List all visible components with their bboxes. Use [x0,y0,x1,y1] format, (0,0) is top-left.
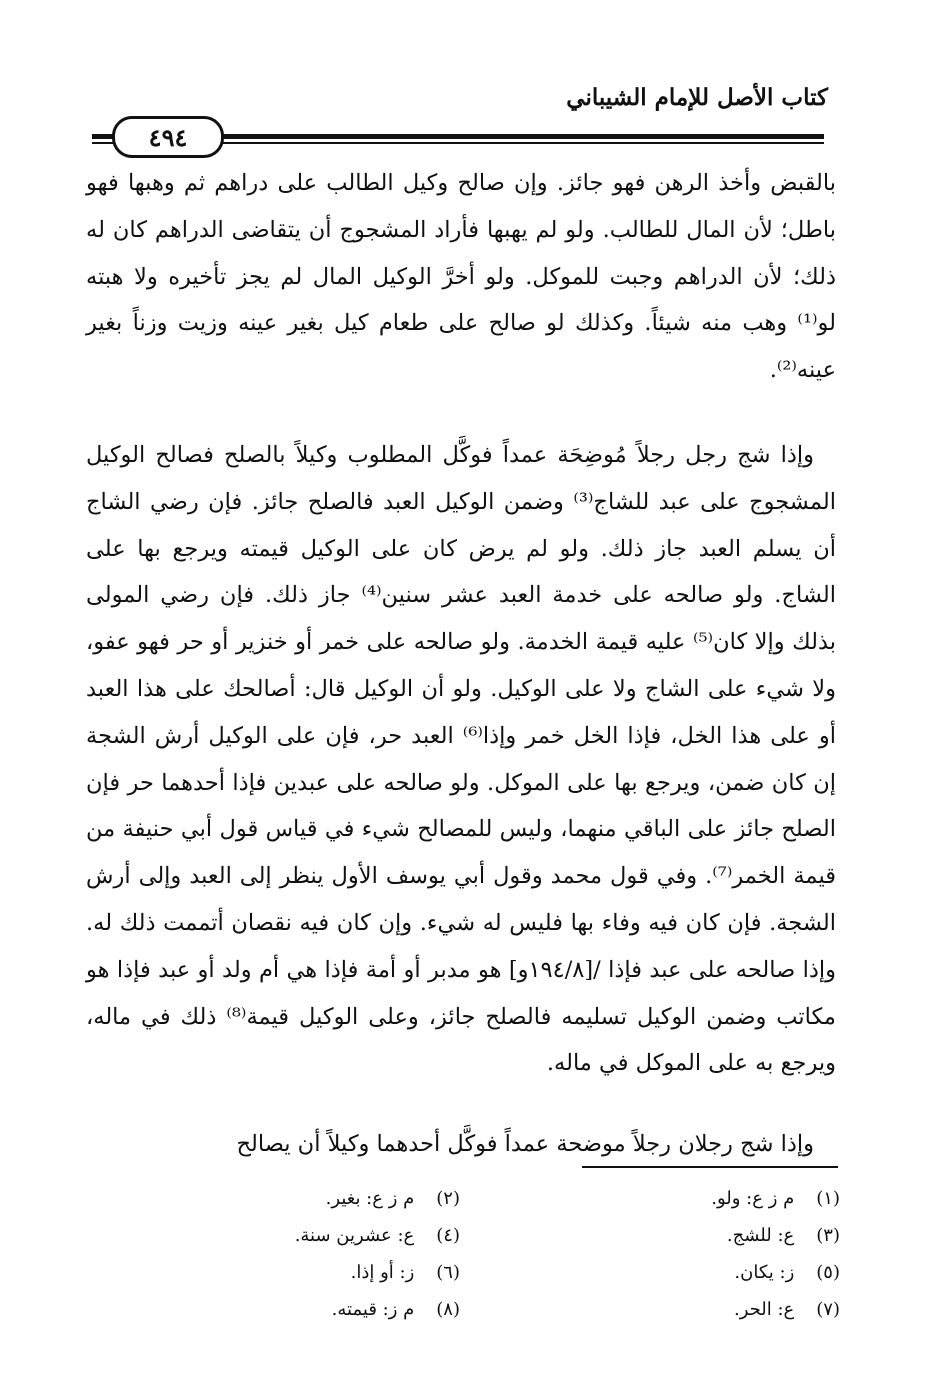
page-number: ٤٩٤ [112,116,224,158]
paragraph-1: بالقبض وأخذ الرهن فهو جائز. وإن صالح وكيل الطالب على دراهم ثم وهبها فهو باطل؛ لأن المال للطالب. ولو لم يهبها فأراد المشجوج أن يتقاضى الدراهم كان له ذلك؛ لأن الدراهم وجبت للموكل. ولو أخرَّ الوكيل المال لم يجز تأخيره ولا هبته لو⁽¹⁾ وهب منه شيئاً. وكذلك لو صالح على طعام كيل بغير عينه وزيت وزناً بغير عينه⁽²⁾. [86,170,836,384]
main-text [86,160,836,1168]
footnote-number: (١) [816,1188,840,1209]
footnote-number: (٤) [436,1225,460,1246]
footnote-text: ع: للشج. [726,1225,795,1246]
footnote-separator [582,1166,838,1168]
footnote-number: (٣) [816,1225,840,1246]
footnote [130,1291,460,1328]
footnote [510,1254,840,1291]
footnote [510,1180,840,1217]
footnote-text: ز: أو إذا. [350,1262,415,1283]
footnote-number: (٢) [436,1188,460,1209]
footnote-number: (٨) [436,1299,460,1320]
footnote-number: (٦) [436,1262,460,1283]
footnote-text: م ز ع: بغير. [325,1188,415,1209]
paragraph-3: وإذا شج رجلان رجلاً موضحة عمداً فوكَّل أحدهما وكيلاً أن يصالح [236,1131,814,1158]
footnote-text: م ز ع: ولو. [711,1188,795,1209]
footnote-number: (٧) [816,1299,840,1320]
footnote-text: ع: عشرين سنة. [294,1225,415,1246]
footnotes-left-column [130,1180,460,1328]
footnote [130,1180,460,1217]
paragraph-2: وإذا شج رجل رجلاً مُوضِحَة عمداً فوكَّل المطلوب وكيلاً بالصلح فصالح الوكيل المشجوج على عبد للشاج⁽³⁾ وضمن الوكيل العبد فالصلح جائز. فإن رضي الشاج أن يسلم العبد جاز ذلك. ولو لم يرض كان على الوكيل قيمته ويرجع بها على الشاج. ولو صالحه على خدمة العبد عشر سنين⁽⁴⁾ جاز ذلك. فإن رضي المولى بذلك وإلا كان⁽⁵⁾ عليه قيمة الخدمة. ولو صالحه على خمر أو خنزير أو حر فهو عفو، ولا شيء على الشاج ولا على الوكيل. ولو أن الوكيل قال: أصالحك على هذا العبد أو على هذا الخل، فإذا الخل خمر وإذا⁽⁶⁾ العبد حر، فإن على الوكيل أرش الشجة إن كان ضمن، ويرجع بها على الموكل. ولو صالحه على عبدين فإذا أحدهما حر فإن الصلح جائز على الباقي منهما، وليس للمصالح شيء في قياس قول أبي حنيفة من قيمة الخمر⁽⁷⁾. وفي قول محمد وقول أبي يوسف الأول ينظر إلى العبد وإلى أرش الشجة. فإن كان فيه وفاء بها فليس له شيء. وإن كان فيه نقصان أتممت ذلك له. وإذا صالحه على عبد فإذا /[١٩٤/٨و] هو مدبر أو أمة فإذا هي أم ولد أو عبد فإذا هو مكاتب وضمن الوكيل تسليمه فالصلح جائز، وعلى الوكيل قيمة⁽⁸⁾ ذلك في ماله، ويرجع به على الموكل في ماله. [86,441,836,1077]
footnotes-right-column [510,1180,840,1328]
footnote-text: ز: يكان. [734,1262,795,1283]
footnote-number: (٥) [816,1262,840,1283]
footnote [510,1291,840,1328]
footnote-text: م ز: قيمته. [331,1299,415,1320]
footnote [130,1217,460,1254]
footnote [510,1217,840,1254]
footnote-text: ع: الحر. [733,1299,795,1320]
footnote [130,1254,460,1291]
running-header-title: كتاب الأصل للإمام الشيباني [566,84,828,111]
